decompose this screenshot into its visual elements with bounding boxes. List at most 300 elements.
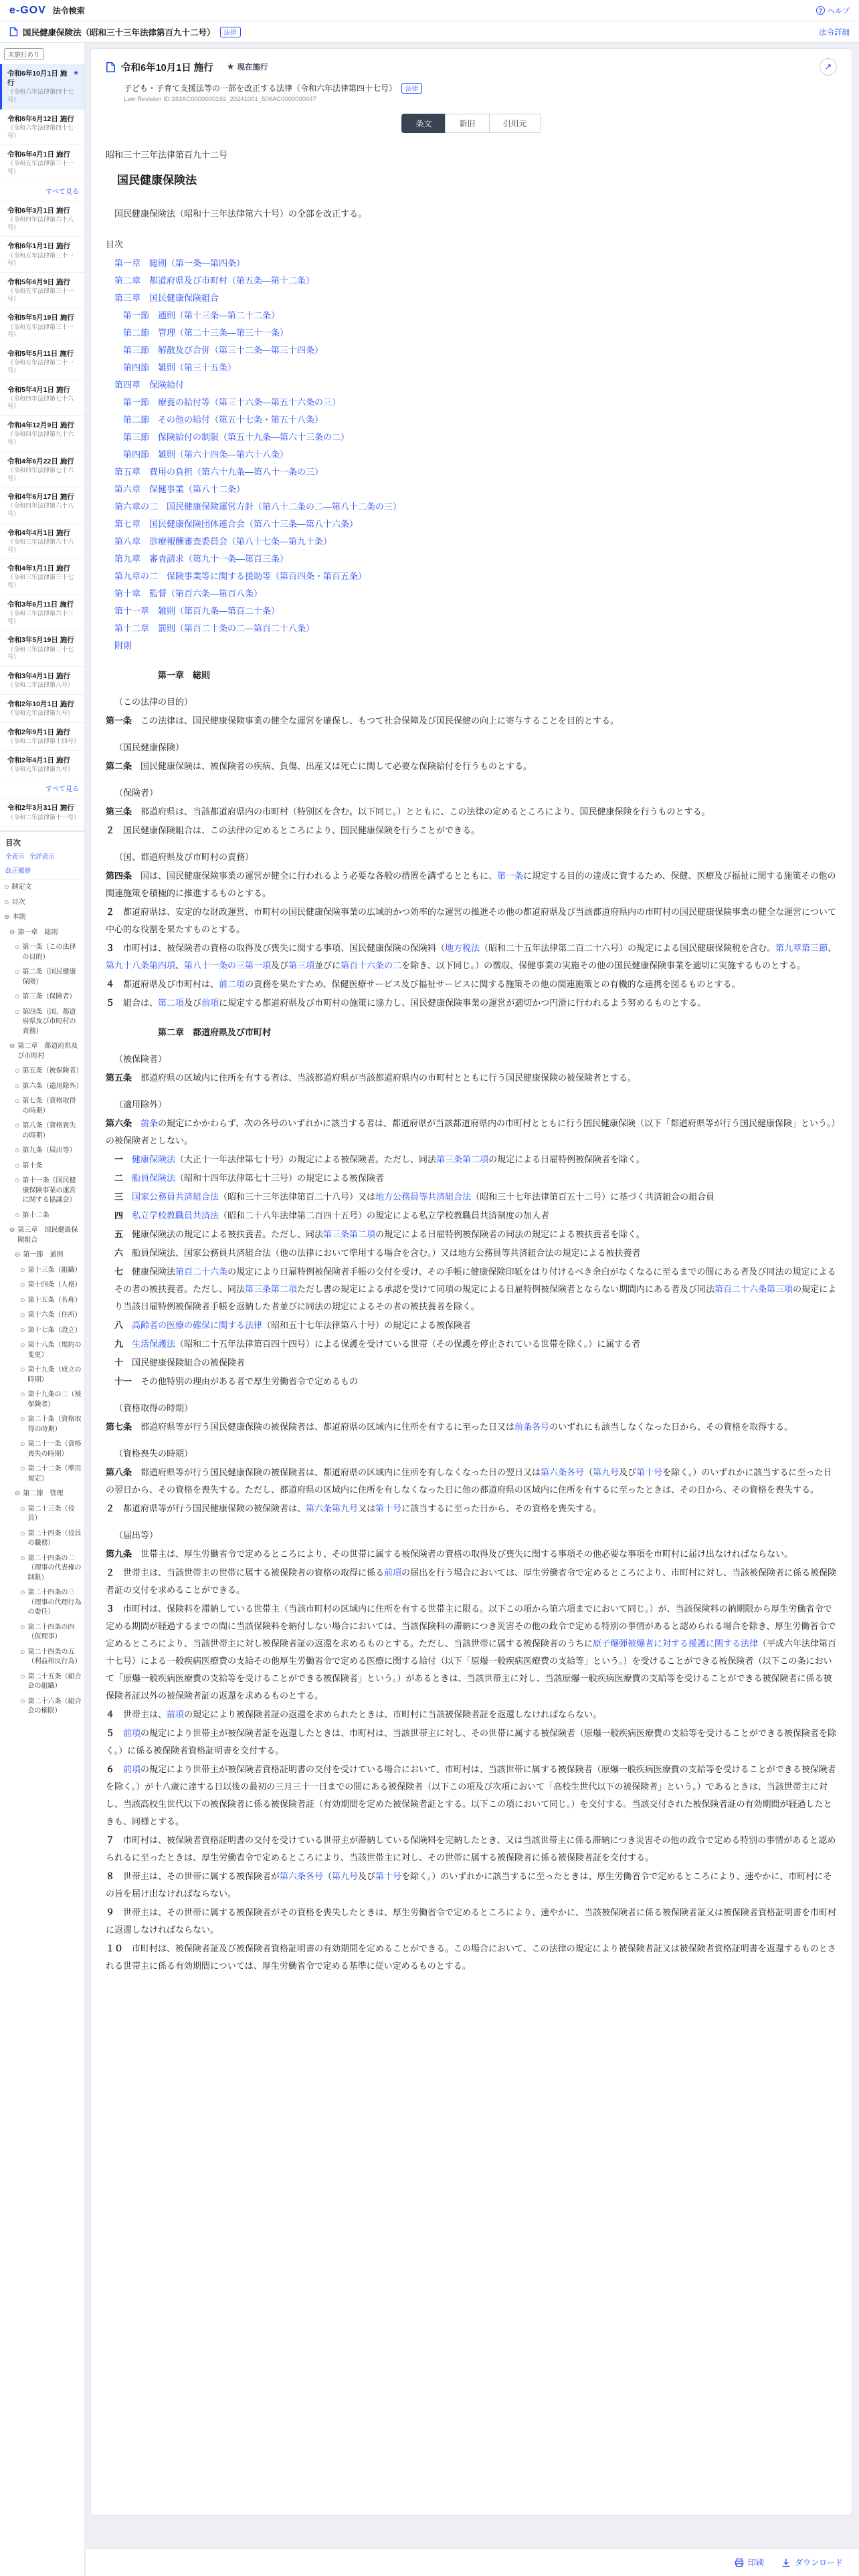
- law-version-item[interactable]: [0, 201, 84, 237]
- label-spacer: [132, 716, 140, 726]
- law-ref-link[interactable]: 前項: [123, 1764, 141, 1774]
- label-spacer: [114, 979, 123, 989]
- law-toc-line[interactable]: 第六章の二 国民健康保険運営方針（第八十二条の二―第八十二条の三）: [114, 502, 402, 512]
- sidebar-toc-item[interactable]: [0, 1005, 84, 1040]
- article-caption: （資格取得の時期）: [114, 1403, 193, 1413]
- law-ref-link[interactable]: 第十号: [375, 1503, 402, 1513]
- label-spacer: [114, 825, 123, 835]
- enforcement-version-list: [0, 64, 84, 827]
- sidebar-toc-label: 第二十四条の三（理事の代理行為の委任）: [27, 1589, 82, 1616]
- law-toc-line[interactable]: 第三節 保険給付の制限（第五十九条―第六十三条の二）: [123, 432, 350, 442]
- sidebar-toc-label: 第十九条の二（被保険者）: [27, 1391, 82, 1408]
- sidebar-toc-item[interactable]: [0, 1502, 84, 1527]
- sidebar-toc-item[interactable]: [0, 1094, 84, 1119]
- law-toc-line[interactable]: 第九章の二 保険事業等に関する援助等（第百四条・第百五条）: [114, 571, 367, 581]
- sidebar-toc-item[interactable]: [0, 1363, 84, 1388]
- sidebar-toc-label: 第九条（届出等）: [22, 1147, 76, 1155]
- law-paragraph: [106, 712, 837, 730]
- law-ref-link[interactable]: 原子爆弾被爆者に対する援護に関する法律: [593, 1638, 759, 1648]
- law-toc-line[interactable]: 第二章 都道府県及び市町村（第五条―第十二条）: [114, 276, 315, 286]
- sidebar-toc-item[interactable]: [0, 1527, 84, 1551]
- law-ref-link[interactable]: 前項: [167, 1709, 185, 1719]
- law-ref-link[interactable]: 第九号: [593, 1467, 619, 1477]
- law-ref-link[interactable]: 国家公務員共済組合法: [132, 1192, 219, 1202]
- law-toc-line[interactable]: 第三節 解散及び合併（第三十二条―第三十四条）: [123, 345, 324, 355]
- law-paragraph: [106, 994, 837, 1012]
- text-segment: （昭和五十七年法律第八十号）の規定による被保険者: [262, 1320, 472, 1330]
- law-version-item[interactable]: [0, 667, 84, 695]
- label-spacer: [132, 1422, 140, 1432]
- law-ref-link[interactable]: 地方公務員等共済組合法: [375, 1192, 472, 1202]
- paragraph-label: ６: [106, 1764, 115, 1774]
- law-paragraph: [106, 1500, 837, 1517]
- sidebar-toc-item[interactable]: [0, 1620, 84, 1645]
- sidebar-toc-label: 第三条（保険者）: [22, 993, 76, 1001]
- sidebar-toc-item[interactable]: [0, 910, 84, 926]
- collapse-icon[interactable]: ⊖: [15, 1490, 21, 1498]
- text-segment: 世帯主は、その世帯に属する被保険者が: [123, 1871, 280, 1881]
- law-chapter-heading: 第一章 総則: [158, 670, 211, 680]
- sidebar-toc-item[interactable]: [0, 1278, 84, 1293]
- sidebar-toc-item[interactable]: [0, 1412, 84, 1437]
- law-ref-link[interactable]: 第九号: [332, 1871, 359, 1881]
- sidebar-toc-item[interactable]: [0, 1338, 84, 1363]
- law-paragraph: [106, 1115, 837, 1150]
- text-segment: 国民健康保険は、被保険者の疾病、負傷、出産又は死亡に関して必要な保険給付を行うものとする。: [140, 761, 533, 771]
- sidebar-toc-label: 第四条（国、都道府県及び市町村の責務）: [22, 1008, 76, 1035]
- toc-control-link-0[interactable]: 全表示: [5, 853, 25, 861]
- content-tab-2[interactable]: 引用元: [489, 114, 541, 133]
- paragraph-label: ３: [106, 1604, 115, 1614]
- law-version-item[interactable]: [0, 273, 84, 309]
- version-date: 令和6年4月1日 施行: [7, 150, 70, 159]
- sidebar-toc-label: 第十二条: [22, 1211, 50, 1219]
- law-ref-link[interactable]: 第六条第九号: [306, 1503, 359, 1513]
- law-item: [106, 1354, 837, 1372]
- sidebar-toc-item[interactable]: [0, 1064, 84, 1079]
- sidebar-toc-label: 第二十四条（役員の職務）: [27, 1529, 82, 1547]
- law-toc-line[interactable]: 第七章 国民健康保険団体連合会（第八十三条―第八十六条）: [114, 519, 359, 529]
- sidebar-toc-item[interactable]: [0, 1487, 84, 1502]
- law-paragraph: [106, 1832, 837, 1866]
- article-caption: （資格喪失の時期）: [114, 1448, 193, 1459]
- sidebar-toc-item[interactable]: [0, 1695, 84, 1719]
- law-toc-line[interactable]: 第四節 雑則（第三十五条）: [123, 362, 237, 372]
- sidebar-toc-label: 第十三条（組織）: [27, 1266, 82, 1274]
- sidebar-toc-label: 第一条（この法律の目的）: [22, 944, 76, 961]
- label-spacer: [114, 907, 123, 917]
- text-segment: を除く。）のいずれかに該当するに至った日の翌日から、その資格を喪失する。ただし、都道府県の区域内に住所を有しなくなった日に他の都道府県の区域内に住所を有するに至ったときは、その日から、その資格を喪失する。: [106, 1467, 832, 1495]
- paragraph-label: 第四条: [106, 871, 132, 881]
- collapse-icon[interactable]: ⊖: [9, 928, 15, 936]
- sidebar-toc-item[interactable]: [0, 1293, 84, 1309]
- article-icon: ⊙: [20, 1623, 25, 1630]
- text-segment: に規定する都道府県及び市町村の施策に協力し、国民健康保険事業の運営が適切かつ円滑に行われるよう努めるものとする。: [219, 998, 706, 1008]
- law-ref-link[interactable]: 地方税法: [445, 943, 480, 953]
- sidebar-toc-label: 第二十条（資格取得の時期）: [27, 1416, 82, 1433]
- version-law-number: （令和五年法律第三十一号）: [7, 323, 74, 338]
- sidebar-toc-item[interactable]: [0, 965, 84, 990]
- law-item: [106, 1188, 837, 1206]
- sidebar-toc-item[interactable]: [0, 895, 84, 911]
- paragraph-label: ８: [106, 1871, 115, 1881]
- law-paragraph: [106, 940, 837, 974]
- star-icon: ★: [226, 62, 235, 72]
- paragraph-label: 第五条: [106, 1073, 132, 1083]
- sidebar-toc-label: 第一節 通則: [23, 1251, 64, 1259]
- sidebar-toc-item[interactable]: [0, 1039, 84, 1064]
- text-segment: 都道府県等が行う国民健康保険の被保険者は、都道府県の区域内に住所を有するに至った日又は: [140, 1422, 515, 1432]
- law-ref-link[interactable]: 前条各号: [514, 1422, 550, 1432]
- law-ref-link[interactable]: 第百十六条の二: [341, 960, 402, 970]
- law-paragraph: [106, 903, 837, 938]
- download-label: ダウンロード: [794, 2558, 843, 2567]
- law-content-card: [90, 48, 852, 2516]
- sidebar-toc-item[interactable]: [0, 1144, 84, 1159]
- version-law-number: （令和四年法律第六十八号）: [7, 215, 74, 231]
- paragraph-label: ７: [106, 1835, 115, 1845]
- collapse-icon[interactable]: ⊖: [15, 1251, 21, 1259]
- law-item: [106, 1373, 837, 1390]
- law-ref-link[interactable]: 第三項: [288, 960, 315, 970]
- article-icon: ⊙: [4, 898, 9, 905]
- law-version-item[interactable]: [0, 695, 84, 723]
- law-paragraph: [106, 1069, 837, 1087]
- print-button[interactable]: [735, 2557, 764, 2568]
- text-segment: 都道府県等が行う国民健康保険の被保険者は、都道府県の区域内に住所を有しなくなった日の翌日又は: [140, 1467, 541, 1477]
- label-spacer: [114, 1871, 123, 1881]
- law-ref-link[interactable]: 第八十一条の三第一項: [184, 960, 272, 970]
- version-date: 令和6年3月1日 施行: [7, 206, 70, 215]
- law-detail-link[interactable]: 法令詳細: [819, 28, 850, 37]
- text-segment: 市町村は、被保険者資格証明書の交付を受けている世帯主が滞納している保険料を完納したとき、又は当該世帯主に係る滞納につき災害その他の政令で定める特別の事情があると認められるに至ったときは、厚生労働省令で定めるところにより、当該世帯主に対し、その世帯に属する被保険者に係る被保険者証を交付する。: [106, 1835, 836, 1862]
- law-ref-link[interactable]: 健康保険法: [132, 1154, 176, 1164]
- sidebar-toc-heading: 目次: [5, 839, 21, 848]
- law-name-heading: 国民健康保険法: [117, 174, 197, 187]
- law-version-item[interactable]: [0, 524, 84, 560]
- collapse-icon[interactable]: ⊖: [4, 914, 10, 922]
- bookmark-star-icon[interactable]: ★: [73, 70, 79, 77]
- law-ref-link[interactable]: 第九章第三節: [775, 943, 828, 953]
- law-chapter-heading: 第二章 都道府県及び市町村: [158, 1027, 272, 1037]
- law-ref-link[interactable]: 第三条第二項: [245, 1284, 298, 1294]
- version-date: 令和3年6月11日 施行: [7, 600, 74, 609]
- law-toc-line[interactable]: 第二節 その他の給付（第五十七条・第五十八条）: [123, 415, 324, 425]
- law-ref-link[interactable]: 第一条: [497, 871, 524, 881]
- law-version-item[interactable]: [0, 381, 84, 417]
- law-ref-link[interactable]: 船員保険法: [132, 1173, 176, 1183]
- law-ref-link[interactable]: 第十号: [636, 1467, 663, 1477]
- sidebar-toc-item[interactable]: [0, 1645, 84, 1670]
- article-icon: ⊙: [20, 1281, 25, 1289]
- version-date: 令和4年4月1日 施行: [7, 528, 70, 537]
- external-link-icon: ↗: [824, 62, 832, 72]
- article-caption: （国、都道府県及び市町村の責務）: [114, 852, 254, 862]
- amendment-preamble: 国民健康保険法（昭和十三年法律第六十号）の全部を改正する。: [114, 209, 367, 219]
- sidebar-toc-item[interactable]: [0, 1223, 84, 1248]
- label-spacer: [132, 1073, 140, 1083]
- text-segment: 、: [828, 943, 837, 953]
- law-ref-link[interactable]: 私立学校教職員共済法: [132, 1210, 219, 1220]
- law-toc-line[interactable]: 第五章 費用の負担（第六十九条―第八十一条の三）: [114, 467, 324, 477]
- text-segment: の規定による日雇特例被保険者を除く。: [488, 1154, 645, 1164]
- text-segment: 都道府県の区域内に住所を有する者は、当該都道府県が当該都道府県内の市町村とともに行う国民健康保険の被保険者とする。: [140, 1073, 637, 1083]
- law-toc-line[interactable]: 第八章 診療報酬審査委員会（第八十七条―第九十条）: [114, 536, 332, 546]
- law-ref-link[interactable]: 第六条各号: [280, 1871, 324, 1881]
- sidebar-toc-item[interactable]: [0, 1308, 84, 1323]
- law-paragraph: [106, 1904, 837, 1939]
- label-spacer: [132, 1549, 140, 1559]
- law-item: [106, 1151, 837, 1168]
- sidebar-toc-item[interactable]: [0, 1323, 84, 1339]
- law-ref-link[interactable]: 前項: [384, 1568, 402, 1578]
- article-icon: ⊙: [20, 1697, 25, 1705]
- paragraph-label: 第一条: [106, 716, 132, 726]
- law-toc-line[interactable]: 附則: [114, 641, 132, 651]
- law-toc-line[interactable]: 第一節 療養の給付等（第三十六条―第五十六条の三）: [123, 397, 341, 407]
- text-segment: その他特別の理由がある者で厚生労働省令で定めるもの: [140, 1376, 359, 1386]
- law-ref-link[interactable]: 第三条第二項: [436, 1154, 489, 1164]
- paragraph-label: ５: [106, 998, 115, 1008]
- version-law-number: （令和元年法律第九号）: [7, 709, 74, 716]
- article-icon: ⊙: [20, 1554, 25, 1562]
- law-ref-link[interactable]: 前項: [123, 1728, 141, 1738]
- sidebar-toc-item[interactable]: [0, 1388, 84, 1412]
- law-ref-link[interactable]: 前二項: [219, 979, 246, 989]
- sidebar-toc-item[interactable]: [0, 1248, 84, 1263]
- law-version-item[interactable]: [0, 559, 84, 595]
- label-spacer: [132, 871, 140, 881]
- toc-control-link-2[interactable]: 改正履歴: [5, 867, 31, 875]
- law-ref-link[interactable]: 第百二十六条: [175, 1267, 228, 1277]
- article-icon: ⊙: [20, 1311, 25, 1319]
- download-button[interactable]: [781, 2557, 843, 2568]
- article-icon: ⊙: [15, 1008, 20, 1015]
- version-law-number: （令和四年法律第九十六号）: [7, 431, 74, 445]
- law-version-item[interactable]: [0, 344, 84, 381]
- law-version-item[interactable]: [0, 631, 84, 667]
- egov-logo[interactable]: e-GOV: [9, 4, 46, 16]
- text-segment: （昭和二十五年法律第二百二十六号）の規定による国民健康保険税を含む。: [480, 943, 776, 953]
- version-date: 令和3年4月1日 施行: [7, 671, 70, 680]
- document-icon: [9, 27, 18, 37]
- law-ref-link[interactable]: 第九十八条第四項: [106, 960, 176, 970]
- sidebar-toc-item[interactable]: [0, 1670, 84, 1695]
- law-ref-link[interactable]: 第三条第二項: [323, 1229, 376, 1239]
- paragraph-label: 九: [114, 1339, 124, 1349]
- text-segment: 組合は、: [123, 998, 159, 1008]
- toc-control-link-1[interactable]: 全詳表示: [29, 853, 55, 861]
- law-item: [106, 1245, 837, 1262]
- text-segment: 世帯主は、厚生労働省令で定めるところにより、その世帯に属する被保険者の資格の取得及び喪失に関する事項その他必要な事項を市町村に届け出なければならない。: [140, 1549, 793, 1559]
- law-ref-link[interactable]: 生活保護法: [132, 1339, 176, 1349]
- service-name[interactable]: 法令検索: [52, 6, 85, 15]
- help-link[interactable]: [816, 5, 850, 16]
- paragraph-label: 第二条: [106, 761, 132, 771]
- paragraph-label: 四: [114, 1210, 124, 1220]
- sidebar-toc-label: 第十五条（名称）: [27, 1296, 82, 1304]
- law-item: [106, 1207, 837, 1224]
- law-ref-link[interactable]: 前条: [140, 1118, 159, 1128]
- law-toc-line[interactable]: 第一節 通則（第十三条―第二十二条）: [123, 310, 280, 320]
- label-spacer: [132, 1376, 140, 1386]
- law-ref-link[interactable]: 第六条各号: [541, 1467, 585, 1477]
- version-date: 令和4年6月17日 施行: [7, 493, 74, 502]
- law-version-item[interactable]: [0, 237, 84, 273]
- label-spacer: [132, 1467, 140, 1477]
- paragraph-label: 第三条: [106, 807, 132, 817]
- law-paragraph: [106, 1564, 837, 1599]
- law-version-item[interactable]: [0, 452, 84, 488]
- sidebar-toc-item[interactable]: [0, 880, 84, 895]
- law-item: [106, 1170, 837, 1187]
- collapse-icon[interactable]: ⊖: [9, 1043, 15, 1051]
- law-paragraph: [106, 1725, 837, 1759]
- label-spacer: [123, 1267, 132, 1277]
- law-version-item[interactable]: [0, 595, 84, 631]
- print-label: 印刷: [747, 2558, 764, 2567]
- article-caption: （届出等）: [114, 1530, 159, 1540]
- sidebar-toc-label: 第六条（適用除外）: [22, 1082, 83, 1090]
- version-law-number: （令和四年法律第六十八号）: [7, 502, 74, 518]
- current-enforcement-text: 現在施行: [237, 64, 268, 72]
- article-caption: （被保険者）: [114, 1054, 167, 1064]
- law-toc-line[interactable]: 第四章 保険給付: [114, 380, 185, 390]
- sidebar-toc-item[interactable]: [0, 1119, 84, 1144]
- text-segment: 及び: [271, 960, 289, 970]
- sidebar-toc-item[interactable]: [0, 1208, 84, 1224]
- article-icon: ⊙: [20, 1326, 25, 1333]
- version-date: 令和5年6月9日 施行: [7, 278, 70, 286]
- article-icon: ⊙: [15, 1147, 20, 1154]
- label-spacer: [132, 761, 140, 771]
- sidebar-toc-item[interactable]: [0, 1437, 84, 1462]
- sidebar-toc-label: 本則: [12, 914, 26, 922]
- sidebar-toc-item[interactable]: [0, 1079, 84, 1095]
- law-version-item[interactable]: [0, 64, 84, 110]
- version-law-number: （令和三年法律第六十三号）: [7, 610, 74, 625]
- sidebar-toc-item[interactable]: [0, 1586, 84, 1620]
- show-all-link[interactable]: すべて見る: [0, 778, 84, 798]
- sidebar-toc-label: 第二十四条の四（仮理事）: [27, 1623, 75, 1641]
- law-version-item[interactable]: [0, 751, 84, 779]
- version-law-number: （令和三年法律第三十七号）: [7, 574, 74, 589]
- version-law-number: （令和三年法律第三十七号）: [7, 645, 74, 661]
- text-segment: 市町村は、保険料を滞納している世帯主（当該市町村の区域内に住所を有する世帯主に限る。以下この項から第六項までにおいて同じ。）が、当該保険料の納期限から厚生労働省令で定める期間が経過するまでの間に当該保険料を納付しない場合においては、当該保険料の滞納につき災害その他の政令で定める特別の事情があると認められる場合を除き、厚生労働省令で定めるところにより、当該世帯主に対し被保険者証の返還を求めるものとする。ただし、当該世帯に属する被保険者のうちに: [106, 1604, 836, 1648]
- amendment-law-title[interactable]: 子ども・子育て支援法等の一部を改正する法律（令和六年法律第四十七号）: [124, 84, 397, 93]
- text-segment: の届出を行う場合においては、厚生労働省令で定めるところにより、市町村に対し、当該被保険者に係る被保険者証の交付を求めることができる。: [106, 1568, 837, 1595]
- version-date: 令和2年4月1日 施行: [7, 756, 70, 764]
- version-date: 令和4年6月22日 施行: [7, 457, 74, 465]
- text-segment: 都道府県は、当該都道府県内の市町村（特別区を含む。以下同じ。）とともに、この法律の定めるところにより、国民健康保険を行うものとする。: [140, 807, 710, 817]
- law-version-item[interactable]: [0, 145, 84, 181]
- sidebar-toc-item[interactable]: [0, 1462, 84, 1487]
- sidebar-toc-item[interactable]: [0, 940, 84, 965]
- label-spacer: [114, 1568, 123, 1578]
- paragraph-label: ２: [106, 1503, 115, 1513]
- text-segment: 及び: [358, 1871, 376, 1881]
- law-toc-line[interactable]: 第十二章 罰則（第百二十条の二―第百二十八条）: [114, 623, 315, 633]
- paragraph-label: １０: [106, 1943, 124, 1953]
- law-toc-line[interactable]: 第一章 総則（第一条―第四条）: [114, 258, 246, 268]
- sidebar-toc-item[interactable]: [0, 1159, 84, 1174]
- sidebar-toc-item[interactable]: [0, 990, 84, 1005]
- law-toc-line[interactable]: 第六章 保健事業（第八十二条）: [114, 484, 246, 494]
- text-segment: 世帯主は、: [123, 1709, 167, 1719]
- law-ref-link[interactable]: 高齢者の医療の確保に関する法律: [132, 1320, 263, 1330]
- collapse-icon[interactable]: ⊖: [9, 1226, 15, 1235]
- law-ref-link[interactable]: 前項: [201, 998, 219, 1008]
- law-toc-line[interactable]: 第四節 雑則（第六十四条―第六十八条）: [123, 449, 289, 459]
- article-icon: ⊙: [15, 1211, 20, 1218]
- text-segment: を除く。）のいずれかに該当するに至ったときは、厚生労働省令で定めるところにより、速やかに、市町村にその旨を届け出なければならない。: [106, 1871, 832, 1899]
- law-toc-line[interactable]: 第十一章 雑則（第百九条―第百二十条）: [114, 606, 280, 616]
- text-segment: の規定により日雇特例被保険者手帳の交付を受け、その手帳に健康保険印紙をはり付けるべき余白がなくなるに至るまでの間にある者及び同法の規定によるその者の被扶養者。ただし、同法: [114, 1267, 836, 1294]
- main-layout: [0, 43, 859, 2576]
- version-date: 令和4年1月1日 施行: [7, 564, 70, 573]
- law-toc-line[interactable]: 第二節 管理（第二十三条―第三十一条）: [123, 328, 289, 338]
- law-version-item[interactable]: [0, 308, 84, 344]
- article-caption: （適用除外）: [114, 1099, 167, 1109]
- text-segment: 又は: [358, 1503, 376, 1513]
- law-version-item[interactable]: [0, 416, 84, 452]
- paragraph-label: ２: [106, 825, 115, 835]
- external-link-button[interactable]: [820, 58, 837, 76]
- law-ref-link[interactable]: 第二項: [158, 998, 185, 1008]
- current-enforcement-label: [227, 62, 268, 72]
- sidebar-toc-label: 第二章 都道府県及び市町村: [17, 1043, 78, 1060]
- article-icon: ⊙: [20, 1529, 25, 1537]
- law-paragraph: [106, 1418, 837, 1436]
- text-segment: 国民健康保険組合の被保険者: [132, 1358, 246, 1368]
- law-version-item[interactable]: [0, 723, 84, 751]
- article-icon: ⊙: [15, 968, 20, 976]
- law-ref-link[interactable]: 第百二十六条第三項: [714, 1284, 793, 1294]
- paragraph-label: 十一: [114, 1376, 132, 1386]
- law-toc-line[interactable]: 第三章 国民健康保険組合: [114, 293, 219, 303]
- sidebar-toc-item[interactable]: [0, 1551, 84, 1586]
- paragraph-label: 一: [114, 1154, 124, 1164]
- content-tab-0[interactable]: 条文: [401, 114, 446, 133]
- article-caption: （保険者）: [114, 788, 159, 798]
- content-tab-1[interactable]: 新旧: [445, 114, 489, 133]
- sidebar-toc-item[interactable]: [0, 1263, 84, 1279]
- article-icon: ⊙: [4, 883, 9, 891]
- law-revision-id: Law Revision ID:333AC0000000192_20241001_506AC0000000047: [124, 96, 316, 103]
- text-segment: （: [323, 1871, 332, 1881]
- article-icon: ⊙: [15, 944, 20, 951]
- show-all-link[interactable]: すべて見る: [0, 181, 84, 201]
- label-spacer: [132, 807, 140, 817]
- law-version-item[interactable]: [0, 798, 84, 827]
- law-paragraph: [106, 803, 837, 821]
- law-toc-line[interactable]: 第十章 監督（第百六条―第百八条）: [114, 588, 263, 599]
- law-ref-link[interactable]: 第十号: [375, 1871, 402, 1881]
- label-spacer: [123, 1173, 132, 1183]
- sidebar-toc-item[interactable]: [0, 1174, 84, 1208]
- label-spacer: [123, 1339, 132, 1349]
- version-date: ★ 令和6年10月1日 施行: [7, 70, 79, 88]
- label-spacer: [123, 1943, 132, 1953]
- sidebar-toc-item[interactable]: [0, 926, 84, 941]
- law-version-item[interactable]: [0, 488, 84, 524]
- law-version-item[interactable]: [0, 110, 84, 146]
- label-spacer: [114, 1503, 123, 1513]
- paragraph-label: 三: [114, 1192, 124, 1202]
- sidebar-toc-label: 第十一条（国民健康保険事業の運営に関する協議会）: [22, 1177, 76, 1204]
- sidebar-toc-label: 第十六条（住所）: [27, 1311, 82, 1319]
- law-toc-line[interactable]: 第九章 審査請求（第九十一条―第百三条）: [114, 554, 289, 564]
